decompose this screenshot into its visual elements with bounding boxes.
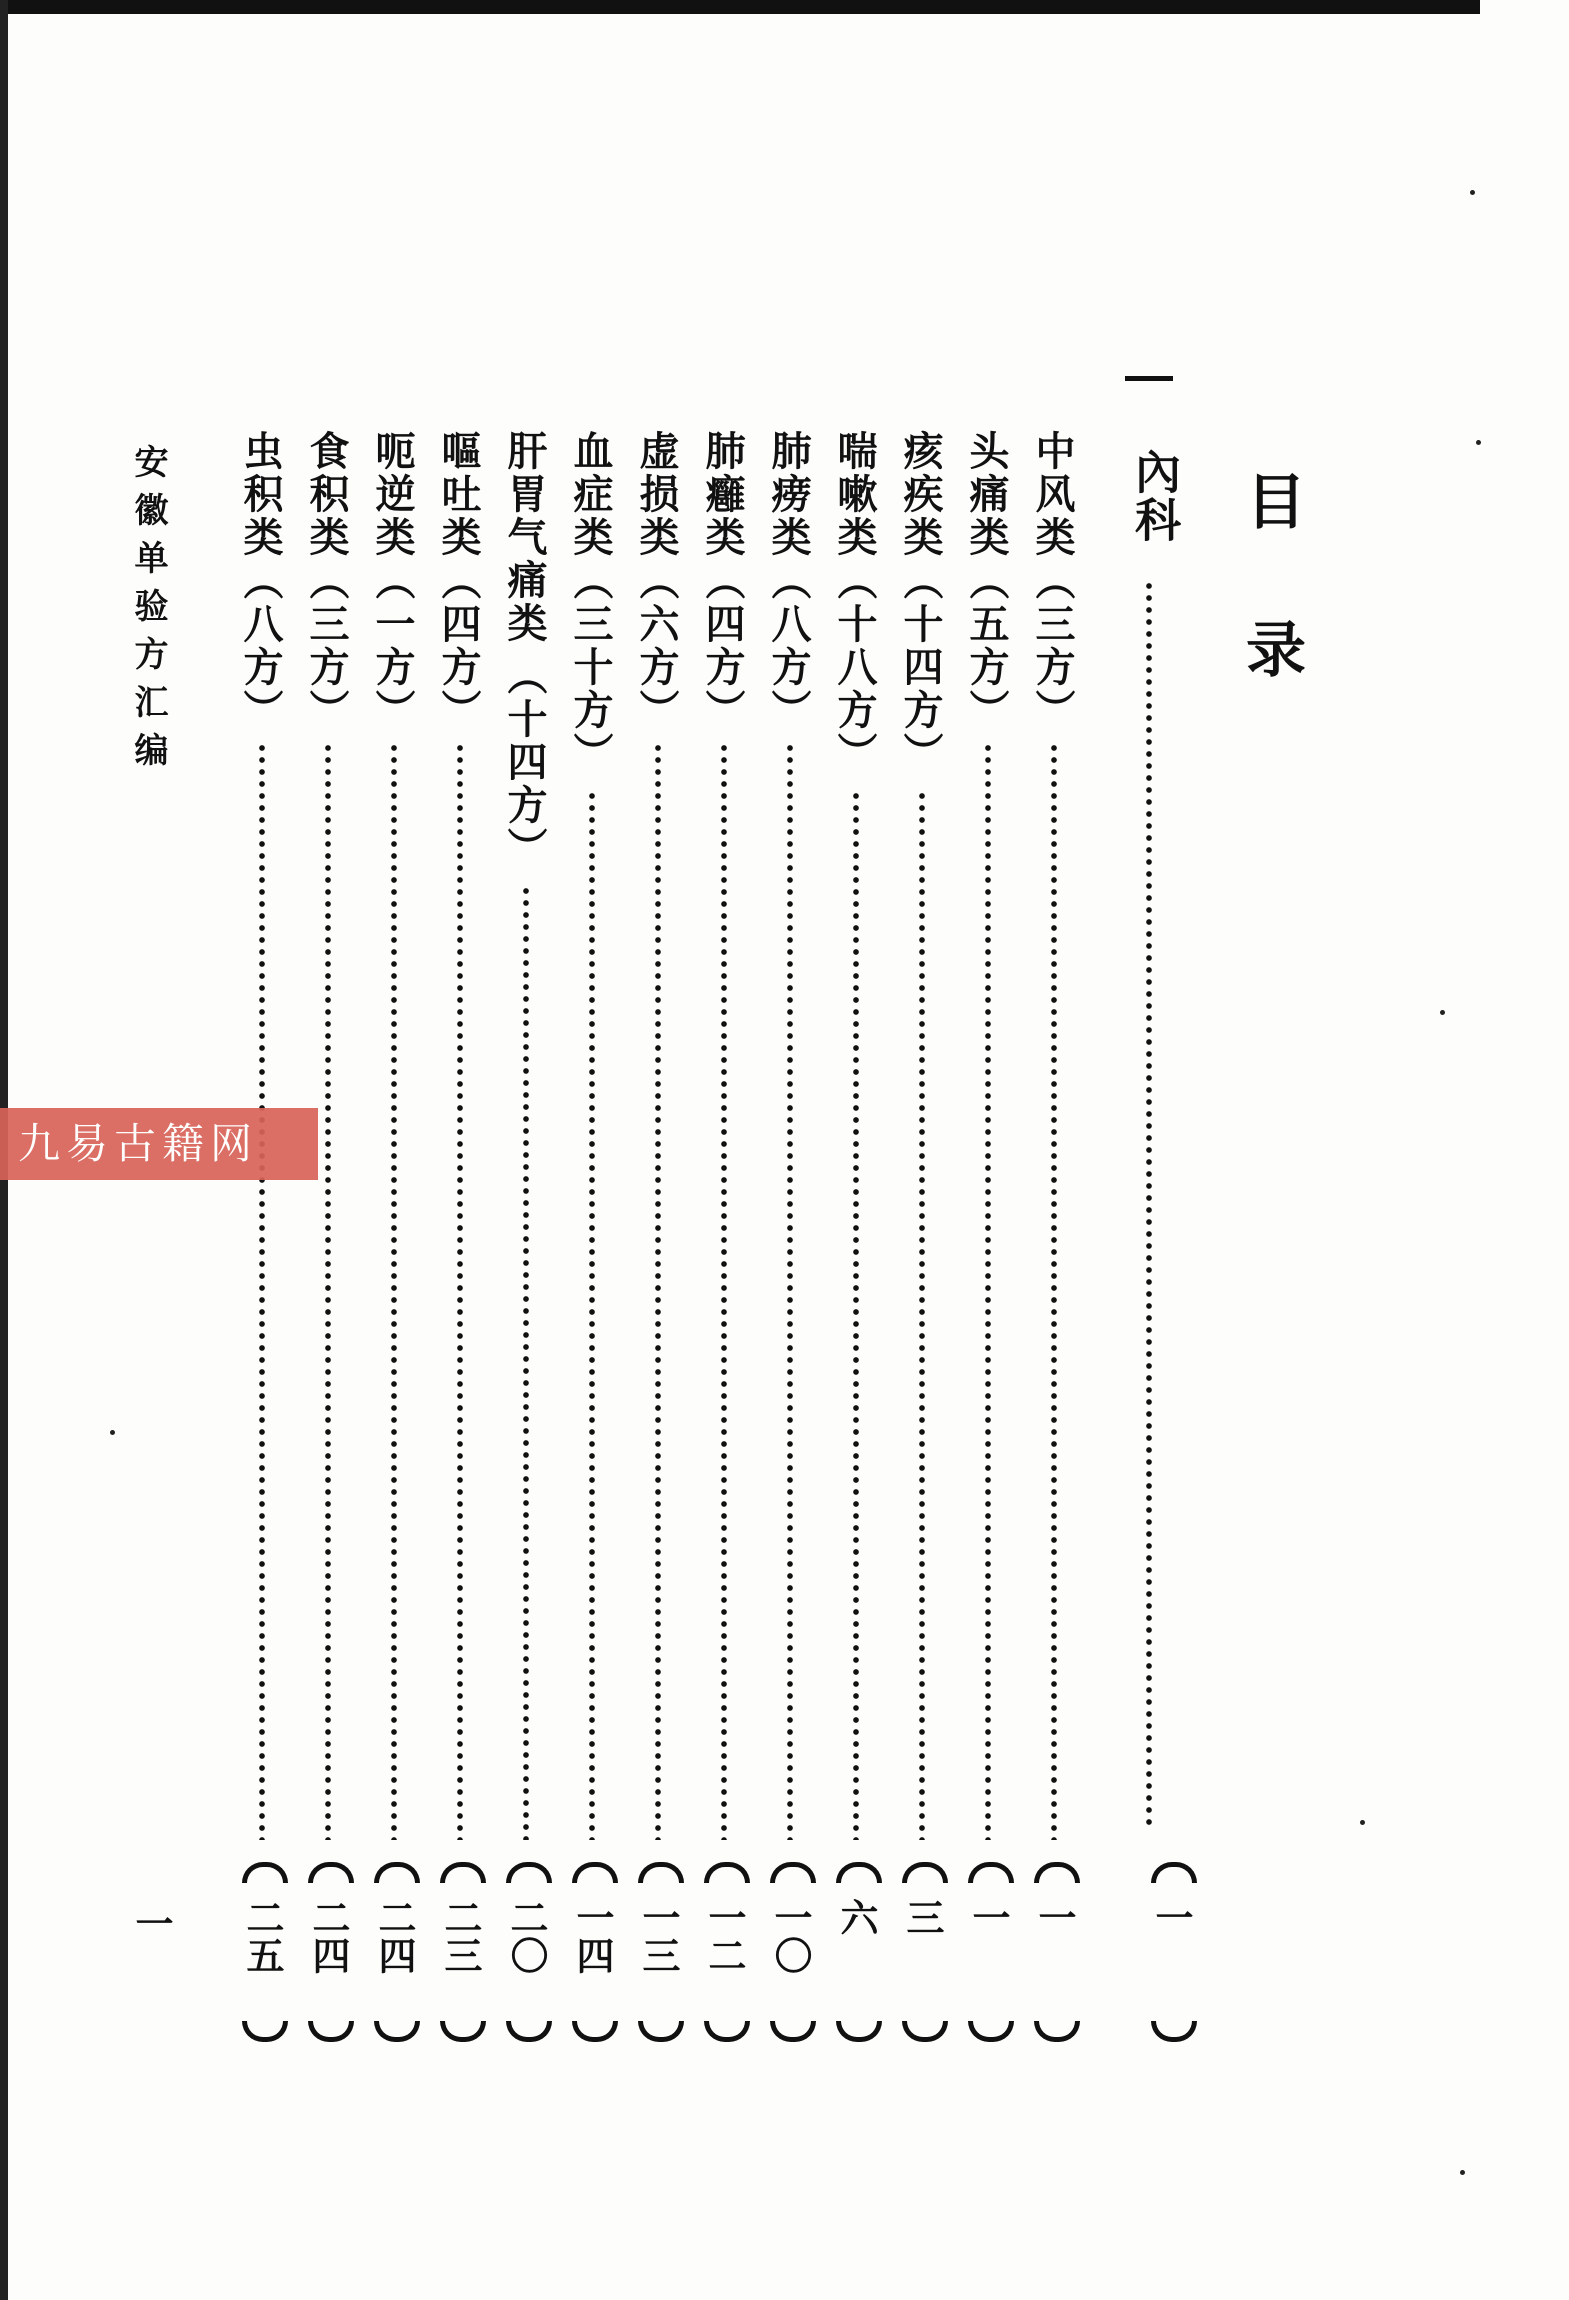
paren-open [968,1862,1014,1883]
toc-entry-label: 痎疾类 [897,430,944,559]
toc-entry-label: 肺癰类 [699,430,746,559]
toc-entry-label: 食积类 [303,430,350,559]
toc-leader-dots [324,742,332,1840]
paren-open [836,1862,882,1883]
toc-page-number [632,1862,684,2042]
toc-leader-dots [390,742,398,1840]
paren-open [770,1862,816,1883]
page-number-value: 一 [1149,1898,1194,1936]
scan-speck [110,1430,115,1435]
page-number-value: 二五 [240,1898,285,1974]
paren-close [440,2021,486,2042]
toc-page-number [500,1862,552,2042]
toc-entry-label: 呃逆类 [369,430,416,559]
paren-open [704,1862,750,1883]
toc-page-number [236,1862,288,2042]
toc-leader-dots [852,790,860,1840]
toc-entry-count: （三方） [303,560,350,732]
watermark-text: 九易古籍网 [18,1119,259,1168]
paren-open [1151,1862,1197,1883]
paren-open [638,1862,684,1883]
toc-entry-label: 血症类 [567,430,614,559]
section-label: 內科 [1128,448,1182,544]
page-number-value: 二四 [372,1898,417,1974]
paren-close [836,2021,882,2042]
toc-entry-count: （十四方） [897,560,944,775]
toc-page-number [302,1862,354,2042]
page-title: 目录 [1236,470,1306,766]
toc-entry-count: （三十方） [567,560,614,775]
paren-close [1151,2021,1197,2042]
scan-speck [1470,190,1475,195]
paren-close [374,2021,420,2042]
toc-entry-count: （八方） [237,560,284,732]
section-number-mark [1125,376,1173,381]
toc-leader-dots [522,885,530,1840]
toc-page-number [566,1862,618,2042]
toc-page-number [962,1862,1014,2042]
toc-page-number [368,1862,420,2042]
paren-close [902,2021,948,2042]
running-title: 安徽单验方汇编 [128,444,168,780]
toc-entry-count: （四方） [435,560,482,732]
paren-close [506,2021,552,2042]
toc-leader-dots [1050,742,1058,1840]
toc-leader-dots [654,742,662,1840]
paren-close [638,2021,684,2042]
paren-open [308,1862,354,1883]
toc-entry-label: 肺痨类 [765,430,812,559]
toc-entry-label: 喘嗽类 [831,430,878,559]
page-number-value: 二四 [306,1898,351,1974]
page-number-value: 二〇 [504,1898,549,1974]
scan-speck [1460,2170,1465,2175]
scan-speck [1476,440,1481,445]
toc-entry-count: （十四方） [501,655,548,870]
toc-entry-count: （一方） [369,560,416,732]
page-number-value: 二三 [438,1898,483,1974]
toc-leader-dots [588,790,596,1840]
page-number-value: 一二 [702,1898,747,1974]
top-border-rule [0,0,1480,14]
paren-close [770,2021,816,2042]
scan-speck [1360,1820,1365,1825]
toc-entry-count: （十八方） [831,560,878,775]
section-leader-dots [1145,580,1153,1830]
toc-leader-dots [786,742,794,1840]
paren-open [374,1862,420,1883]
paren-open [902,1862,948,1883]
toc-leader-dots [720,742,728,1840]
toc-entry-label: 头痛类 [963,430,1010,559]
paren-close [1034,2021,1080,2042]
toc-entry-count: （六方） [633,560,680,732]
paren-open [572,1862,618,1883]
toc-entry-count: （四方） [699,560,746,732]
toc-entry-label: 虫积类 [237,430,284,559]
toc-entry-label: 虚损类 [633,430,680,559]
page-number-value: 一 [966,1898,1011,1936]
toc-page-number [764,1862,816,2042]
paren-open [506,1862,552,1883]
page-number-value: 一 [1032,1898,1077,1936]
paren-open [1034,1862,1080,1883]
toc-entry-count: （五方） [963,560,1010,732]
toc-page-number [830,1862,882,2042]
toc-page-number [1028,1862,1080,2042]
toc-page-number [896,1862,948,2042]
toc-leader-dots [258,742,266,1840]
page-number-value: 一四 [570,1898,615,1974]
toc-leader-dots [984,742,992,1840]
toc-entry-count: （八方） [765,560,812,732]
page-number-value: 三 [900,1898,945,1936]
toc-page-number [698,1862,750,2042]
toc-page-number [434,1862,486,2042]
paren-close [968,2021,1014,2042]
paren-open [440,1862,486,1883]
paren-close [572,2021,618,2042]
toc-leader-dots [918,790,926,1840]
folio-number: 一 [129,1904,174,1942]
toc-entry-label: 中风类 [1029,430,1076,559]
paren-close [242,2021,288,2042]
page-number-value: 一三 [636,1898,681,1974]
paren-close [308,2021,354,2042]
toc-entry-label: 肝胃气痛类 [501,430,548,645]
page-number-value: 六 [834,1898,879,1936]
section-page-number [1145,1862,1197,2042]
toc-entry-label: 嘔吐类 [435,430,482,559]
scan-speck [1440,1010,1445,1015]
toc-entry-count: （三方） [1029,560,1076,732]
paren-open [242,1862,288,1883]
page-number-value: 一〇 [768,1898,813,1974]
toc-leader-dots [456,742,464,1840]
watermark-banner [0,1108,318,1180]
paren-close [704,2021,750,2042]
